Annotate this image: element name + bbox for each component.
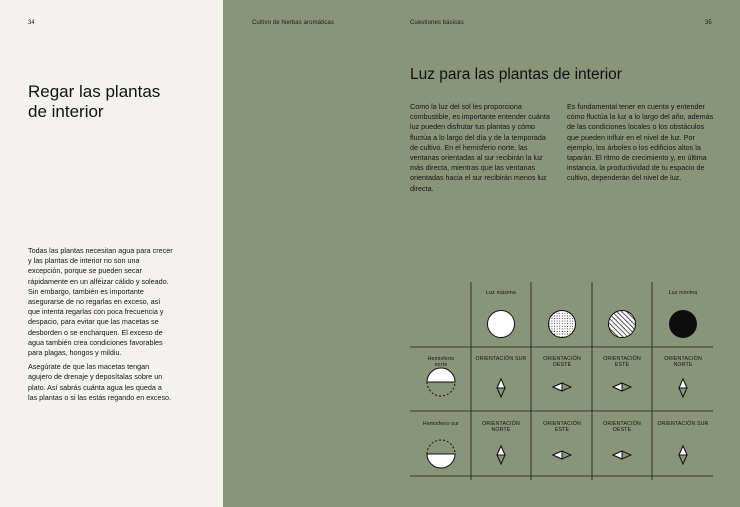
light-circle-dark-icon [670,311,697,338]
light-circle-full-icon [488,311,515,338]
cell-north-2: ORIENTACIÓN OESTE [543,356,581,369]
south-hemisphere-icon [427,440,455,468]
left-page [0,0,223,507]
arrow-horizontal-icon [613,383,631,391]
arrow-vertical-icon [497,379,505,397]
arrow-vertical-icon [679,446,687,464]
light-circle-hatched-icon [609,311,636,338]
arrow-horizontal-icon [553,383,571,391]
arrow-horizontal-icon [553,451,571,459]
right-page-title: Luz para las plantas de interior [410,66,622,83]
page-number-left: 34 [28,20,35,26]
page-number-right: 35 [705,20,712,26]
cell-north-1: ORIENTACIÓN SUR [475,356,527,362]
left-paragraph-2: Asegúrate de que las macetas tengan agujero de drenaje y deposítalas sobre un plato. Así sabrás cuánta agua les queda a las plantas o si las estás regando en exceso. [28,362,172,402]
north-hemisphere-icon [427,368,455,396]
light-circle-dotted-icon [549,311,576,338]
cell-north-4: ORIENTACIÓN NORTE [664,356,702,369]
cell-south-3: ORIENTACIÓN OESTE [603,421,641,434]
row-label-south: Hemisferio sur [422,421,460,427]
running-header-left: Cultivo de hierbas aromáticas [252,20,334,26]
cell-south-4: ORIENTACIÓN SUR [657,421,709,427]
cell-south-1: ORIENTACIÓN NORTE [482,421,520,434]
arrow-vertical-icon [679,379,687,397]
left-paragraph-1: Todas las plantas necesitan agua para crecer y las plantas de interior no son una excepción, porque se pueden secar rápidamente en un alféizar cálido y soleado. Sin embargo, también es importante asegurarse de no regarlas en exceso, así que intenta regarlas con poca frecuencia y despacio, para evitar que las macetas se desborden o se encharquen. El exceso de agua también crea condiciones favorables para plagas, hongos y mildiu. [28,246,173,358]
cell-south-2: ORIENTACIÓN ESTE [543,421,581,434]
header-max-light: Luz máxima [486,290,516,296]
arrow-horizontal-icon [613,451,631,459]
right-column-2: Es fundamental tener en cuenta y entender cómo fluctúa la luz a lo largo del año, además de las condiciones locales o los obstáculos que pueden influir en el nivel de luz. Por ejemplo, los árboles o los edificios altos la taparán. El ritmo de crecimiento y, en última instancia, la productividad de tu espacio de cultivo, dependerán del nivel de luz. [567,102,714,183]
arrow-vertical-icon [497,446,505,464]
left-page-title [28,82,160,121]
running-header-right: Cuestiones básicas [410,20,464,26]
right-page [223,0,740,507]
row-label-north: Hemisferio norte [427,356,455,369]
left-body [28,246,173,407]
right-column-1: Como la luz del sol les proporciona combustible, es importante entender cuánta luz pueden disfrutar tus plantas y cómo fluctúa a lo largo del día y de la temporada de cultivo. En el hemisferio norte, las ventanas orientadas al sur recibirán la luz más directa, mientras que las ventanas orientadas hacia el sur recibirán menos luz directa. [410,102,550,193]
header-min-light: Luz mínima [668,290,698,296]
left-title-line1: Regar las plantas [28,82,161,101]
left-title-line2: de interior [28,101,104,121]
cell-north-3: ORIENTACIÓN ESTE [603,356,641,369]
